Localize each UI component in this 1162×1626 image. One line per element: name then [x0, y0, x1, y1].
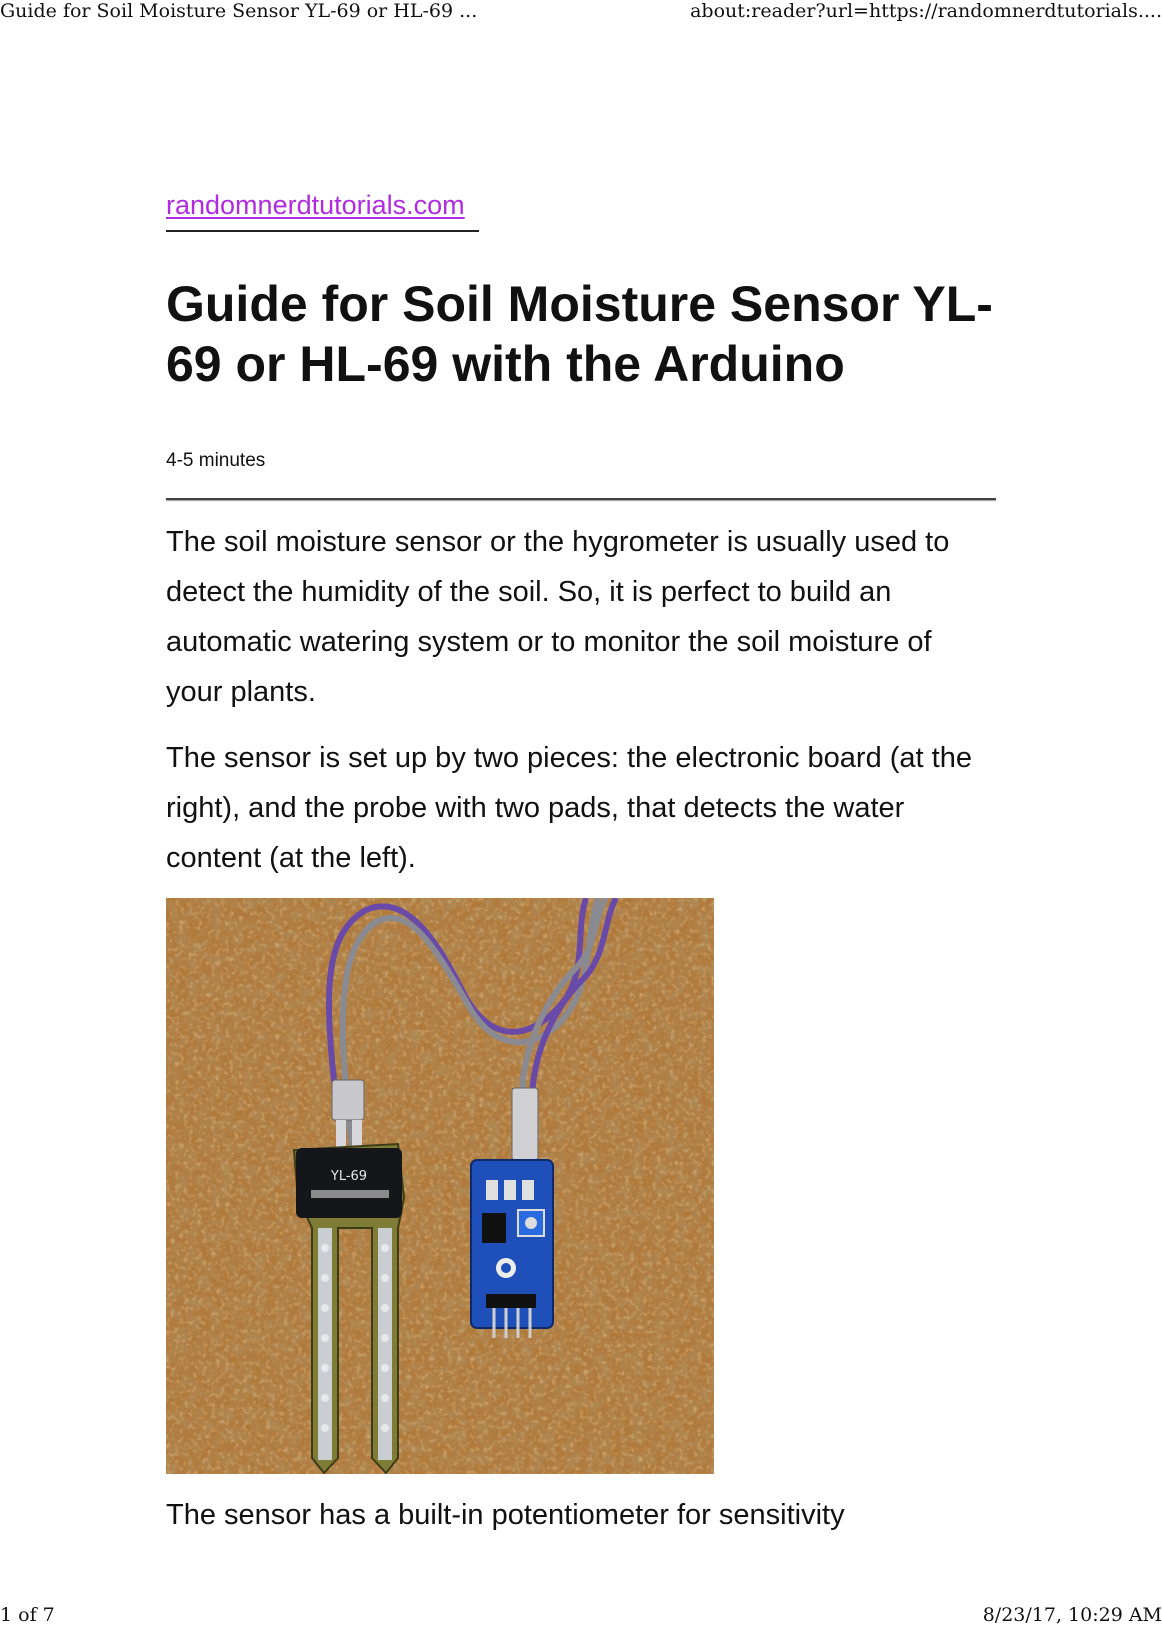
site-link[interactable]: randomnerdtutorials.com — [166, 190, 465, 220]
paragraph-sensor-parts: The sensor is set up by two pieces: the electronic board (at the right), and the probe with two pads, that detects the water content (at the left). — [166, 742, 972, 874]
print-footer — [0, 1604, 1162, 1626]
sensor-photo — [166, 898, 714, 1474]
article-title: Guide for Soil Moisture Sensor YL-69 or HL-69 with the Arduino — [166, 276, 993, 392]
site-link-divider — [166, 230, 479, 232]
print-header-title: Guide for Soil Moisture Sensor YL-69 or HL-69 ... — [0, 0, 478, 22]
paragraph-intro: The soil moisture sensor or the hygrometer is usually used to detect the humidity of the soil. So, it is perfect to build an automatic watering system or to monitor the soil moisture of your plants. — [166, 526, 950, 708]
print-header — [0, 0, 1162, 26]
reading-time: 4-5 minutes — [166, 450, 266, 471]
paragraph-potentiometer: The sensor has a built-in potentiometer for sensitivity — [166, 1499, 845, 1531]
probe-label: YL-69 — [330, 1169, 368, 1184]
page-count: 1 of 7 — [0, 1604, 55, 1626]
content-divider — [166, 498, 996, 500]
print-header-url: about:reader?url=https://randomnerdtutorials.... — [690, 0, 1162, 22]
print-timestamp: 8/23/17, 10:29 AM — [982, 1604, 1162, 1626]
